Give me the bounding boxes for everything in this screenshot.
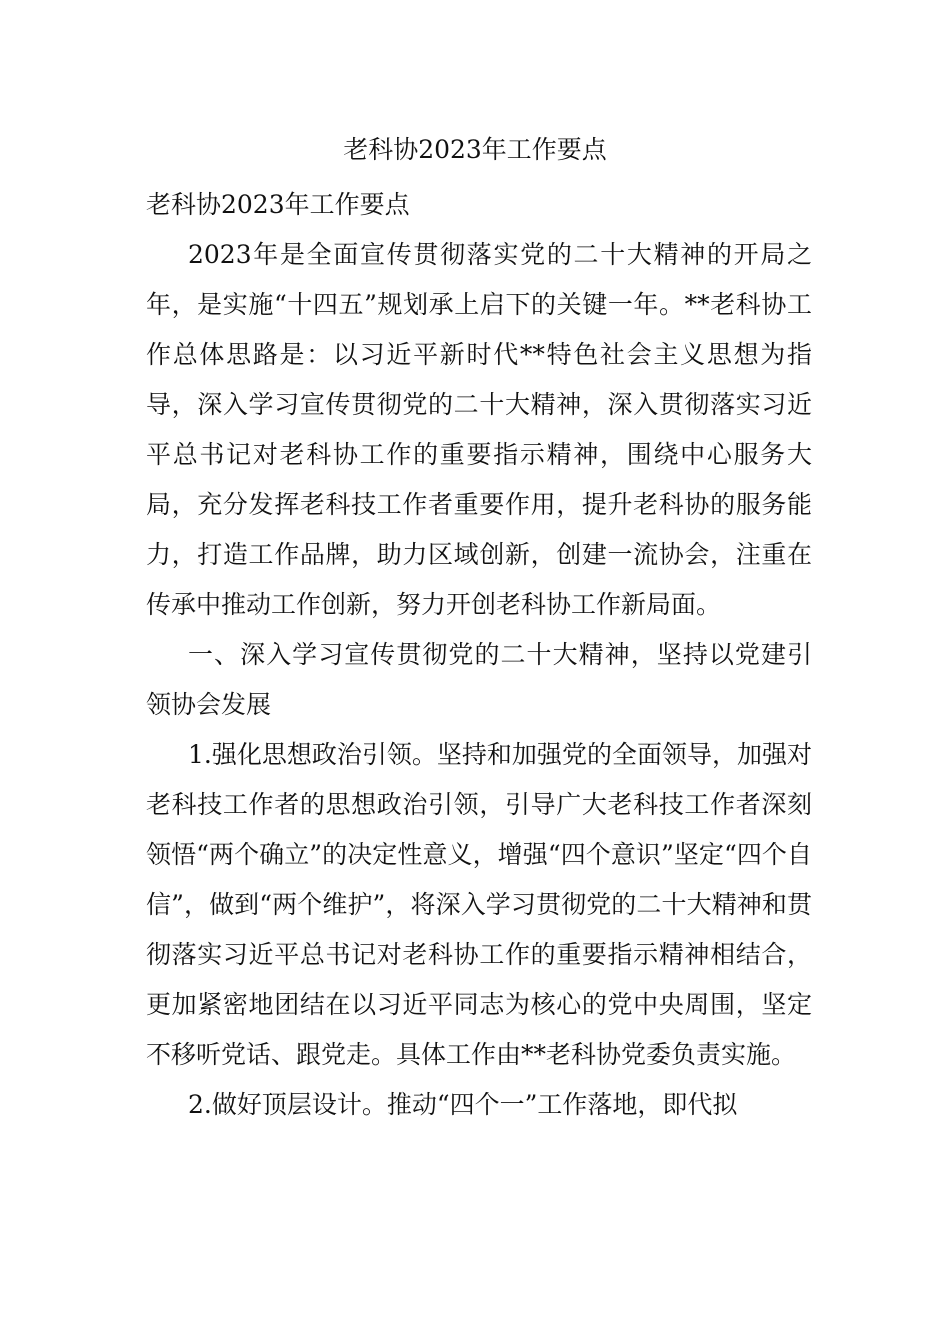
paragraph-intro: 2023年是全面宣传贯彻落实党的二十大精神的开局之年，是实施“十四五”规划承上启下的关键一年。**老科协工作总体思路是：以习近平新时代**特色社会主义思想为指导，深入学习宣传贯彻党的二十大精神，深入贯彻落实习近平总书记对老科协工作的重要指示精神，围绕中心服务大局，充分发挥老科技工作者重要作用，提升老科协的服务能力，打造工作品牌，助力区域创新，创建一流协会，注重在传承中推动工作创新，努力开创老科协工作新局面。 [146,240,812,619]
paragraph-item-1: 1.强化思想政治引领。坚持和加强党的全面领导，加强对老科技工作者的思想政治引领，引导广大老科技工作者深刻领悟“两个确立”的决定性意义，增强“四个意识”坚定“四个自信”，做到“两个维护”，将深入学习贯彻党的二十大精神和贯彻落实习近平总书记对老科协工作的重要指示精神相结合，更加紧密地团结在以习近平同志为核心的党中央周围，坚定不移听党话、跟党走。具体工作由**老科协党委负责实施。 [146,740,812,1069]
document-subtitle: 老科协2023年工作要点 [146,190,410,219]
document-body [146,180,812,1130]
paragraph-item-2: 2.做好顶层设计。推动“四个一”工作落地，即代拟 [188,1090,738,1119]
section-heading-1: 一、深入学习宣传贯彻党的二十大精神，坚持以党建引领协会发展 [146,640,812,719]
document-title: 老科协2023年工作要点 [343,135,607,164]
